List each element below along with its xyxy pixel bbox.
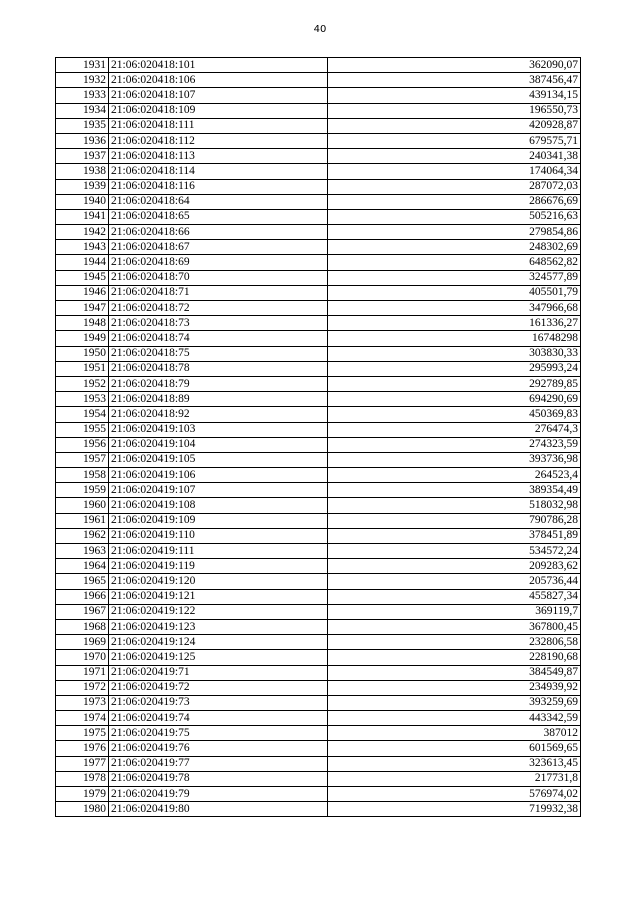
row-number-cell: 1946: [56, 285, 109, 300]
value-cell: 369119,7: [328, 604, 581, 619]
value-cell: 601569,65: [328, 741, 581, 756]
cadastral-number-cell: 21:06:020418:65: [109, 209, 328, 224]
cadastral-number-cell: 21:06:020419:74: [109, 711, 328, 726]
row-number-cell: 1953: [56, 392, 109, 407]
table-row: [56, 103, 581, 118]
cadastral-number-cell: 21:06:020419:109: [109, 513, 328, 528]
row-number-cell: 1956: [56, 437, 109, 452]
table-row: [56, 544, 581, 559]
row-number-cell: 1969: [56, 635, 109, 650]
value-cell: 719932,38: [328, 802, 581, 817]
table-row: [56, 589, 581, 604]
cadastral-number-cell: 21:06:020419:120: [109, 574, 328, 589]
cadastral-number-cell: 21:06:020418:79: [109, 376, 328, 391]
table-row: [56, 619, 581, 634]
cadastral-number-cell: 21:06:020419:119: [109, 559, 328, 574]
cadastral-number-cell: 21:06:020418:106: [109, 73, 328, 88]
table-row: [56, 468, 581, 483]
value-cell: 362090,07: [328, 58, 581, 73]
cadastral-number-cell: 21:06:020419:124: [109, 635, 328, 650]
table-row: [56, 361, 581, 376]
value-cell: 286676,69: [328, 194, 581, 209]
row-number-cell: 1958: [56, 468, 109, 483]
row-number-cell: 1939: [56, 179, 109, 194]
table-row: [56, 483, 581, 498]
table-row: [56, 650, 581, 665]
table-row: [56, 270, 581, 285]
table-row: [56, 604, 581, 619]
value-cell: 790786,28: [328, 513, 581, 528]
value-cell: 378451,89: [328, 528, 581, 543]
cadastral-number-cell: 21:06:020419:107: [109, 483, 328, 498]
cadastral-number-cell: 21:06:020418:116: [109, 179, 328, 194]
row-number-cell: 1942: [56, 225, 109, 240]
cadastral-number-cell: 21:06:020419:79: [109, 787, 328, 802]
table-row: [56, 392, 581, 407]
row-number-cell: 1963: [56, 544, 109, 559]
cadastral-number-cell: 21:06:020419:111: [109, 544, 328, 559]
table-row: [56, 513, 581, 528]
row-number-cell: 1975: [56, 726, 109, 741]
value-cell: 205736,44: [328, 574, 581, 589]
cadastral-number-cell: 21:06:020419:122: [109, 604, 328, 619]
row-number-cell: 1980: [56, 802, 109, 817]
row-number-cell: 1931: [56, 58, 109, 73]
row-number-cell: 1979: [56, 787, 109, 802]
row-number-cell: 1935: [56, 118, 109, 133]
table-row: [56, 149, 581, 164]
value-cell: 274323,59: [328, 437, 581, 452]
cadastral-number-cell: 21:06:020418:109: [109, 103, 328, 118]
value-cell: 161336,27: [328, 316, 581, 331]
value-cell: 303830,33: [328, 346, 581, 361]
value-cell: 324577,89: [328, 270, 581, 285]
table-row: [56, 209, 581, 224]
row-number-cell: 1964: [56, 559, 109, 574]
cadastral-number-cell: 21:06:020418:113: [109, 149, 328, 164]
cadastral-number-cell: 21:06:020418:89: [109, 392, 328, 407]
value-cell: 264523,4: [328, 468, 581, 483]
table-row: [56, 528, 581, 543]
cadastral-number-cell: 21:06:020418:75: [109, 346, 328, 361]
cadastral-number-cell: 21:06:020419:77: [109, 756, 328, 771]
value-cell: 534572,24: [328, 544, 581, 559]
value-cell: 387012: [328, 726, 581, 741]
cadastral-number-cell: 21:06:020419:103: [109, 422, 328, 437]
value-cell: 439134,15: [328, 88, 581, 103]
table-row: [56, 452, 581, 467]
cadastral-number-cell: 21:06:020418:64: [109, 194, 328, 209]
table-row: [56, 225, 581, 240]
value-cell: 450369,83: [328, 407, 581, 422]
row-number-cell: 1948: [56, 316, 109, 331]
table-row: [56, 194, 581, 209]
row-number-cell: 1944: [56, 255, 109, 270]
row-number-cell: 1959: [56, 483, 109, 498]
row-number-cell: 1974: [56, 711, 109, 726]
table-row: [56, 498, 581, 513]
table-row: [56, 285, 581, 300]
cadastral-number-cell: 21:06:020418:72: [109, 301, 328, 316]
row-number-cell: 1933: [56, 88, 109, 103]
row-number-cell: 1960: [56, 498, 109, 513]
cadastral-number-cell: 21:06:020418:112: [109, 133, 328, 148]
cadastral-number-cell: 21:06:020418:73: [109, 316, 328, 331]
cadastral-number-cell: 21:06:020419:108: [109, 498, 328, 513]
value-cell: 234939,92: [328, 680, 581, 695]
value-cell: 389354,49: [328, 483, 581, 498]
table-row: [56, 437, 581, 452]
row-number-cell: 1968: [56, 619, 109, 634]
cadastral-number-cell: 21:06:020418:114: [109, 164, 328, 179]
value-cell: 209283,62: [328, 559, 581, 574]
value-cell: 576974,02: [328, 787, 581, 802]
row-number-cell: 1950: [56, 346, 109, 361]
value-cell: 384549,87: [328, 665, 581, 680]
value-cell: 393259,69: [328, 695, 581, 710]
cadastral-number-cell: 21:06:020418:70: [109, 270, 328, 285]
cadastral-number-cell: 21:06:020419:71: [109, 665, 328, 680]
table-row: [56, 787, 581, 802]
value-cell: 405501,79: [328, 285, 581, 300]
cadastral-number-cell: 21:06:020418:92: [109, 407, 328, 422]
cadastral-number-cell: 21:06:020418:66: [109, 225, 328, 240]
cadastral-number-cell: 21:06:020419:75: [109, 726, 328, 741]
table-row: [56, 422, 581, 437]
value-cell: 323613,45: [328, 756, 581, 771]
value-cell: 387456,47: [328, 73, 581, 88]
table-row: [56, 680, 581, 695]
table-row: [56, 771, 581, 786]
row-number-cell: 1934: [56, 103, 109, 118]
row-number-cell: 1970: [56, 650, 109, 665]
table-row: [56, 133, 581, 148]
registry-table: [55, 57, 581, 817]
row-number-cell: 1943: [56, 240, 109, 255]
value-cell: 217731,8: [328, 771, 581, 786]
cadastral-number-cell: 21:06:020418:71: [109, 285, 328, 300]
value-cell: 276474,3: [328, 422, 581, 437]
table-row: [56, 741, 581, 756]
cadastral-number-cell: 21:06:020418:67: [109, 240, 328, 255]
table-row: [56, 802, 581, 817]
cadastral-number-cell: 21:06:020419:73: [109, 695, 328, 710]
table-row: [56, 574, 581, 589]
table-row: [56, 376, 581, 391]
table-row: [56, 58, 581, 73]
value-cell: 287072,03: [328, 179, 581, 194]
cadastral-number-cell: 21:06:020418:74: [109, 331, 328, 346]
value-cell: 393736,98: [328, 452, 581, 467]
value-cell: 16748298: [328, 331, 581, 346]
row-number-cell: 1961: [56, 513, 109, 528]
row-number-cell: 1954: [56, 407, 109, 422]
row-number-cell: 1976: [56, 741, 109, 756]
cadastral-number-cell: 21:06:020419:80: [109, 802, 328, 817]
cadastral-number-cell: 21:06:020418:101: [109, 58, 328, 73]
row-number-cell: 1949: [56, 331, 109, 346]
value-cell: 232806,58: [328, 635, 581, 650]
row-number-cell: 1937: [56, 149, 109, 164]
value-cell: 505216,63: [328, 209, 581, 224]
cadastral-number-cell: 21:06:020419:76: [109, 741, 328, 756]
row-number-cell: 1972: [56, 680, 109, 695]
row-number-cell: 1938: [56, 164, 109, 179]
value-cell: 174064,34: [328, 164, 581, 179]
row-number-cell: 1947: [56, 301, 109, 316]
table-row: [56, 301, 581, 316]
table-row: [56, 711, 581, 726]
value-cell: 279854,86: [328, 225, 581, 240]
row-number-cell: 1955: [56, 422, 109, 437]
row-number-cell: 1966: [56, 589, 109, 604]
value-cell: 347966,68: [328, 301, 581, 316]
table-row: [56, 88, 581, 103]
cadastral-number-cell: 21:06:020418:69: [109, 255, 328, 270]
row-number-cell: 1965: [56, 574, 109, 589]
row-number-cell: 1957: [56, 452, 109, 467]
row-number-cell: 1971: [56, 665, 109, 680]
row-number-cell: 1952: [56, 376, 109, 391]
row-number-cell: 1977: [56, 756, 109, 771]
cadastral-number-cell: 21:06:020419:78: [109, 771, 328, 786]
value-cell: 196550,73: [328, 103, 581, 118]
table-row: [56, 316, 581, 331]
value-cell: 648562,82: [328, 255, 581, 270]
value-cell: 248302,69: [328, 240, 581, 255]
table-row: [56, 695, 581, 710]
table-row: [56, 255, 581, 270]
row-number-cell: 1967: [56, 604, 109, 619]
row-number-cell: 1951: [56, 361, 109, 376]
table-row: [56, 726, 581, 741]
table-row: [56, 164, 581, 179]
table-row: [56, 179, 581, 194]
cadastral-number-cell: 21:06:020418:107: [109, 88, 328, 103]
row-number-cell: 1936: [56, 133, 109, 148]
row-number-cell: 1932: [56, 73, 109, 88]
cadastral-number-cell: 21:06:020418:78: [109, 361, 328, 376]
cadastral-number-cell: 21:06:020419:72: [109, 680, 328, 695]
table-row: [56, 331, 581, 346]
cadastral-number-cell: 21:06:020419:104: [109, 437, 328, 452]
table-row: [56, 665, 581, 680]
value-cell: 455827,34: [328, 589, 581, 604]
table-row: [56, 118, 581, 133]
row-number-cell: 1978: [56, 771, 109, 786]
row-number-cell: 1973: [56, 695, 109, 710]
registry-table-body: [56, 58, 581, 817]
value-cell: 694290,69: [328, 392, 581, 407]
value-cell: 518032,98: [328, 498, 581, 513]
row-number-cell: 1962: [56, 528, 109, 543]
cadastral-number-cell: 21:06:020419:125: [109, 650, 328, 665]
table-row: [56, 346, 581, 361]
value-cell: 443342,59: [328, 711, 581, 726]
table-row: [56, 407, 581, 422]
cadastral-number-cell: 21:06:020419:105: [109, 452, 328, 467]
page-number: 40: [313, 24, 327, 35]
value-cell: 292789,85: [328, 376, 581, 391]
value-cell: 240341,38: [328, 149, 581, 164]
cadastral-number-cell: 21:06:020418:111: [109, 118, 328, 133]
cadastral-number-cell: 21:06:020419:110: [109, 528, 328, 543]
cadastral-number-cell: 21:06:020419:121: [109, 589, 328, 604]
table-row: [56, 559, 581, 574]
value-cell: 228190,68: [328, 650, 581, 665]
cadastral-number-cell: 21:06:020419:123: [109, 619, 328, 634]
table-row: [56, 240, 581, 255]
value-cell: 295993,24: [328, 361, 581, 376]
table-row: [56, 756, 581, 771]
value-cell: 420928,87: [328, 118, 581, 133]
row-number-cell: 1941: [56, 209, 109, 224]
table-row: [56, 73, 581, 88]
row-number-cell: 1945: [56, 270, 109, 285]
cadastral-number-cell: 21:06:020419:106: [109, 468, 328, 483]
value-cell: 679575,71: [328, 133, 581, 148]
row-number-cell: 1940: [56, 194, 109, 209]
table-row: [56, 635, 581, 650]
value-cell: 367800,45: [328, 619, 581, 634]
